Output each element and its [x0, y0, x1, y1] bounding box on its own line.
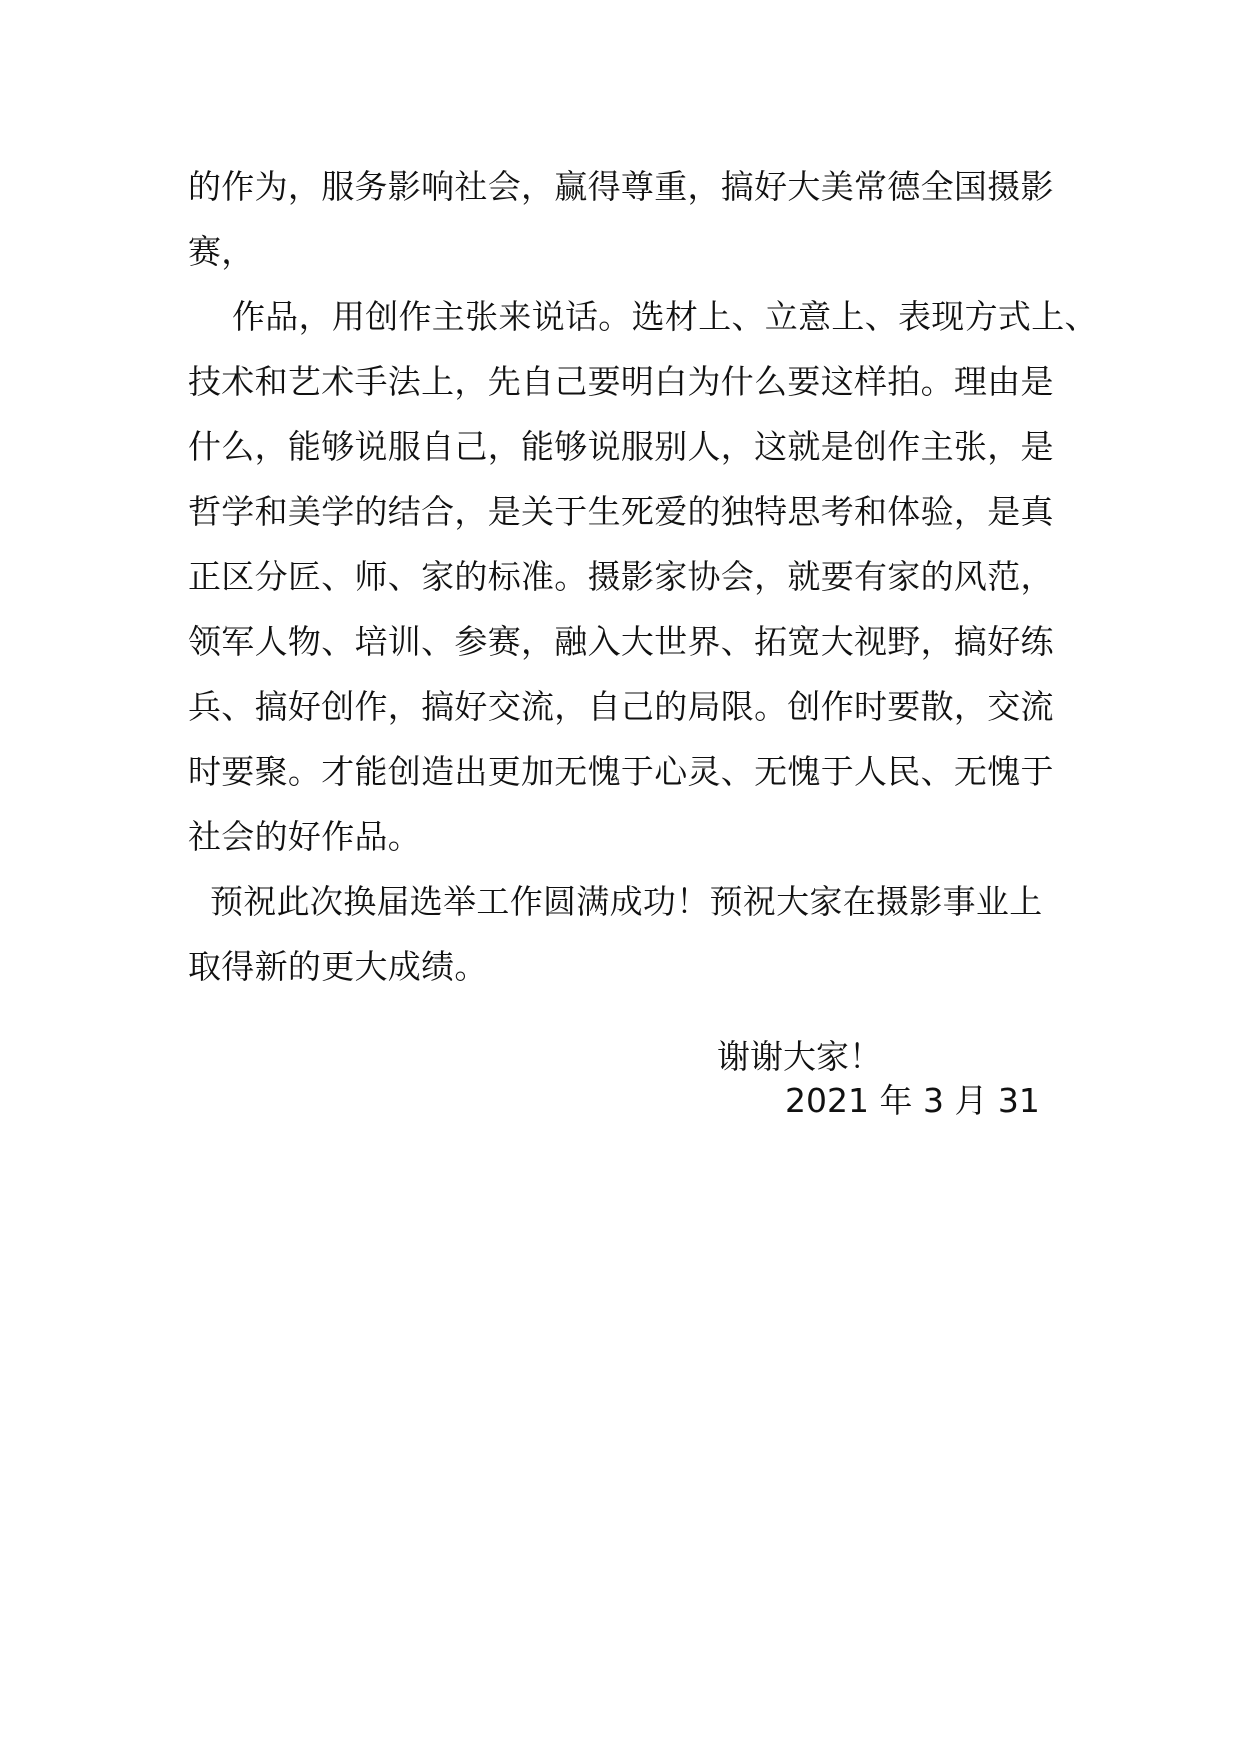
paragraph-line-9: 兵、搞好创作，搞好交流，自己的局限。创作时要散，交流 [188, 687, 1054, 726]
paragraph-line-13: 取得新的更大成绩。 [188, 947, 488, 986]
closing-date: 2021 年 3 月 31 [785, 1081, 1040, 1120]
paragraph-line-6: 哲学和美学的结合，是关于生死爱的独特思考和体验，是真 [188, 492, 1054, 531]
paragraph-line-4: 技术和艺术手法上，先自己要明白为什么要这样拍。理由是 [188, 362, 1054, 401]
paragraph-line-1: 的作为，服务影响社会，赢得尊重，搞好大美常德全国摄影 [188, 167, 1054, 206]
paragraph-line-2: 赛， [188, 232, 255, 271]
paragraph-line-11: 社会的好作品。 [188, 817, 422, 856]
paragraph-line-8: 领军人物、培训、参赛，融入大世界、拓宽大视野，搞好练 [188, 622, 1054, 661]
paragraph-line-3: 作品，用创作主张来说话。选材上、立意上、表现方式上、 [232, 297, 1098, 336]
closing-thanks: 谢谢大家！ [717, 1037, 882, 1076]
paragraph-line-5: 什么，能够说服自己，能够说服别人，这就是创作主张，是 [188, 427, 1054, 466]
paragraph-line-10: 时要聚。才能创造出更加无愧于心灵、无愧于人民、无愧于 [188, 752, 1054, 791]
paragraph-line-7: 正区分匠、师、家的标准。摄影家协会，就要有家的风范， [188, 557, 1054, 596]
paragraph-line-12: 预祝此次换届选举工作圆满成功！预祝大家在摄影事业上 [210, 882, 1043, 921]
